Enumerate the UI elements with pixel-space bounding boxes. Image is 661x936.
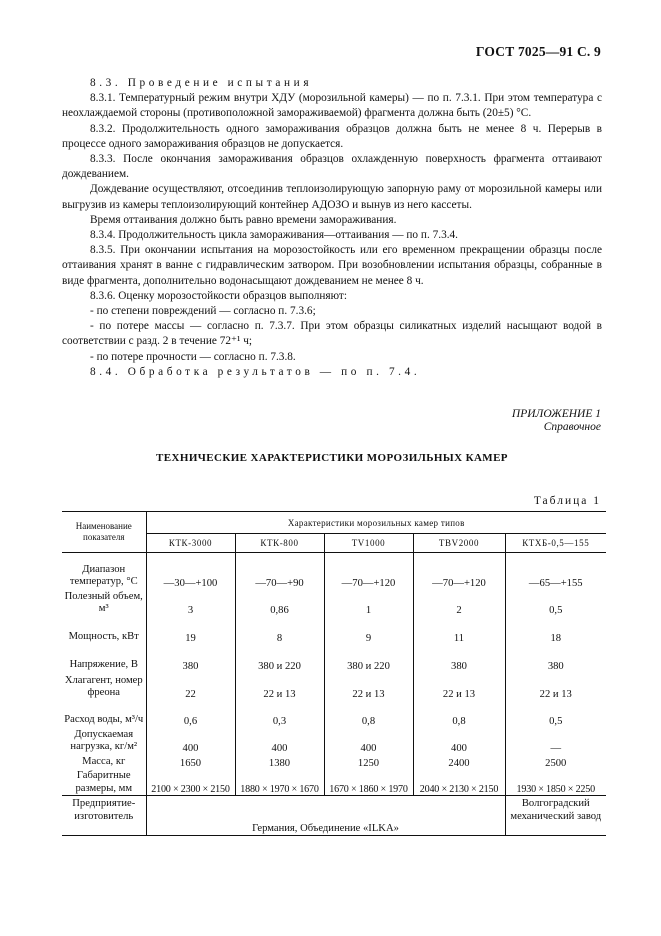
- table-cell: 1250: [324, 754, 413, 769]
- table-row: [62, 727, 606, 754]
- paragraph-rain: Дождевание осуществляют, отсоединив теплоизолирующую запорную раму от морозильной камеры или выгрузив из камеры теплоизолирующий контейнер АДОЗО и вынув из него кассеты.: [62, 183, 602, 211]
- maker-germany-cell: Германия, Объединение «ILKA»: [146, 796, 505, 836]
- table-cell: —: [550, 742, 562, 754]
- table-cell: 2040 × 2130 × 2150: [413, 769, 505, 796]
- table-cell: 1650: [146, 754, 235, 769]
- table-cell: 18: [550, 632, 562, 644]
- table-cell: 0,8: [324, 700, 413, 727]
- table-cell: 380 и 220: [235, 644, 324, 672]
- column-header-type: TV1000: [324, 534, 413, 553]
- table-cell: —70—+90: [235, 553, 324, 589]
- row-label: Допускаемая нагрузка, кг/м²: [62, 727, 146, 754]
- table-cell: 1380: [235, 754, 324, 769]
- table-cell: 400: [324, 727, 413, 754]
- table-row: [62, 616, 606, 644]
- table-row: [62, 589, 606, 616]
- table-row: [62, 553, 606, 589]
- row-label: Диапазон температур, °С: [62, 553, 146, 589]
- spec-table: [62, 511, 606, 836]
- body-text: [62, 76, 602, 380]
- table-cell: 1: [324, 589, 413, 616]
- table-cell: 1670 × 1860 × 1970: [324, 769, 413, 796]
- table-cell: 380: [547, 660, 564, 672]
- paragraph-8-3-4: 8.3.4. Продолжительность цикла замораживания—оттаивания — по п. 7.3.4.: [90, 229, 459, 242]
- table-row: [62, 769, 606, 796]
- appendix-subtitle: Справочное: [543, 421, 601, 433]
- column-header-type: КТК-800: [235, 534, 324, 553]
- table-cell: —65—+155: [528, 577, 583, 589]
- page-header: ГОСТ 7025—91 С. 9: [475, 44, 601, 59]
- table-cell: 0,5: [549, 604, 563, 616]
- row-label: Полезный объем, м³: [62, 589, 146, 616]
- table-cell: 0,3: [235, 700, 324, 727]
- row-label: Габаритные размеры, мм: [62, 769, 146, 796]
- table-cell: 22 и 13: [324, 672, 413, 700]
- table-cell: 22 и 13: [235, 672, 324, 700]
- paragraph-8-4: 8.4. Обработка результатов — по п. 7.4.: [90, 365, 421, 378]
- table-cell: 380: [146, 644, 235, 672]
- table-cell: 1880 × 1970 × 1670: [235, 769, 324, 796]
- paragraph-8-3: 8.3. Проведение испытания: [90, 77, 313, 89]
- table-cell: 2400: [413, 754, 505, 769]
- table-row-maker: [62, 796, 606, 836]
- table-cell: 400: [235, 727, 324, 754]
- table-cell: —70—+120: [413, 553, 505, 589]
- table-cell: 0,8: [413, 700, 505, 727]
- table-cell: 22 и 13: [413, 672, 505, 700]
- table-cell: 380 и 220: [324, 644, 413, 672]
- table-cell: 22 и 13: [539, 688, 572, 700]
- table-row: [62, 672, 606, 700]
- paragraph-8-3-5: 8.3.5. При окончании испытания на морозостойкость или его временном прекращении образцы после оттаивания хранят в ванне с гидравлическим затвором. При возобновлении испытания образцы, собранные в виде фрагмента, дополнительно водонасыщают дождеванием не менее 8 ч.: [62, 244, 602, 287]
- table-cell: 19: [146, 616, 235, 644]
- table-cell: 9: [324, 616, 413, 644]
- column-header-type: КТХБ-0,5—155: [505, 534, 606, 553]
- table-cell: 400: [146, 727, 235, 754]
- paragraph-8-3-3: 8.3.3. После окончания замораживания образцов охлажденную поверхность фрагмента оттаивают дождеванием.: [62, 153, 602, 181]
- row-label: Расход воды, м³/ч: [62, 700, 146, 727]
- table-cell: 0,86: [235, 589, 324, 616]
- list-item-mass: - по потере массы — согласно п. 7.3.7. При этом образцы силикатных изделий насыщают водой в соответствии с разд. 2 в течение 72⁺¹ ч;: [62, 320, 602, 348]
- appendix-title: ПРИЛОЖЕНИЕ 1: [511, 408, 601, 420]
- column-header-group: Характеристики морозильных камер типов: [146, 512, 606, 534]
- maker-volgograd-cell: Волгоградский механический завод: [505, 796, 606, 836]
- table-cell: 380: [413, 644, 505, 672]
- table-cell: 3: [146, 589, 235, 616]
- column-header-name: Наименование показателя: [62, 512, 146, 553]
- paragraph-8-3-6: 8.3.6. Оценку морозостойкости образцов выполняют:: [90, 289, 347, 302]
- table-row: [62, 644, 606, 672]
- table-cell: 11: [413, 616, 505, 644]
- table-cell: 2500: [545, 757, 567, 769]
- row-label: Мощность, кВт: [62, 616, 146, 644]
- table-row: [62, 700, 606, 727]
- row-label: Предприятие-изготовитель: [62, 796, 146, 836]
- table-label: Таблица 1: [533, 495, 601, 507]
- table-cell: —30—+100: [146, 553, 235, 589]
- table-cell: 22: [146, 672, 235, 700]
- paragraph-8-3-2: 8.3.2. Продолжительность одного замораживания образцов должна быть не менее 8 ч. Перерыв в процессе одного замораживания образцов не допускается.: [62, 122, 602, 150]
- table-cell: 2: [413, 589, 505, 616]
- section-title: ТЕХНИЧЕСКИЕ ХАРАКТЕРИСТИКИ МОРОЗИЛЬНЫХ КАМЕР: [156, 452, 508, 464]
- table-cell: 0,5: [549, 715, 563, 727]
- table-cell: 8: [235, 616, 324, 644]
- appendix-label: [512, 408, 601, 434]
- table-row: [62, 754, 606, 769]
- row-label: Хлагагент, номер фреона: [62, 672, 146, 700]
- paragraph-8-3-1: 8.3.1. Температурный режим внутри ХДУ (морозильной камеры) — по п. 7.3.1. При этом температура с неохлаждаемой стороны (противоположной замораживаемой) фрагмента должна быть (20±5) °С.: [62, 92, 602, 120]
- table-cell: —70—+120: [324, 553, 413, 589]
- paragraph-thaw-time: Время оттаивания должно быть равно времени замораживания.: [90, 213, 397, 226]
- row-label: Масса, кг: [62, 754, 146, 769]
- table-cell: 400: [413, 727, 505, 754]
- column-header-type: TBV2000: [413, 534, 505, 553]
- table-cell: 0,6: [146, 700, 235, 727]
- row-label: Напряжение, В: [62, 644, 146, 672]
- list-item-damage: - по степени повреждений — согласно п. 7.3.6;: [90, 305, 316, 318]
- list-item-strength: - по потере прочности — согласно п. 7.3.8.: [90, 350, 296, 363]
- table-cell: 2100 × 2300 × 2150: [146, 769, 235, 796]
- table-cell: 1930 × 1850 × 2250: [516, 784, 595, 795]
- column-header-type: КТК-3000: [146, 534, 235, 553]
